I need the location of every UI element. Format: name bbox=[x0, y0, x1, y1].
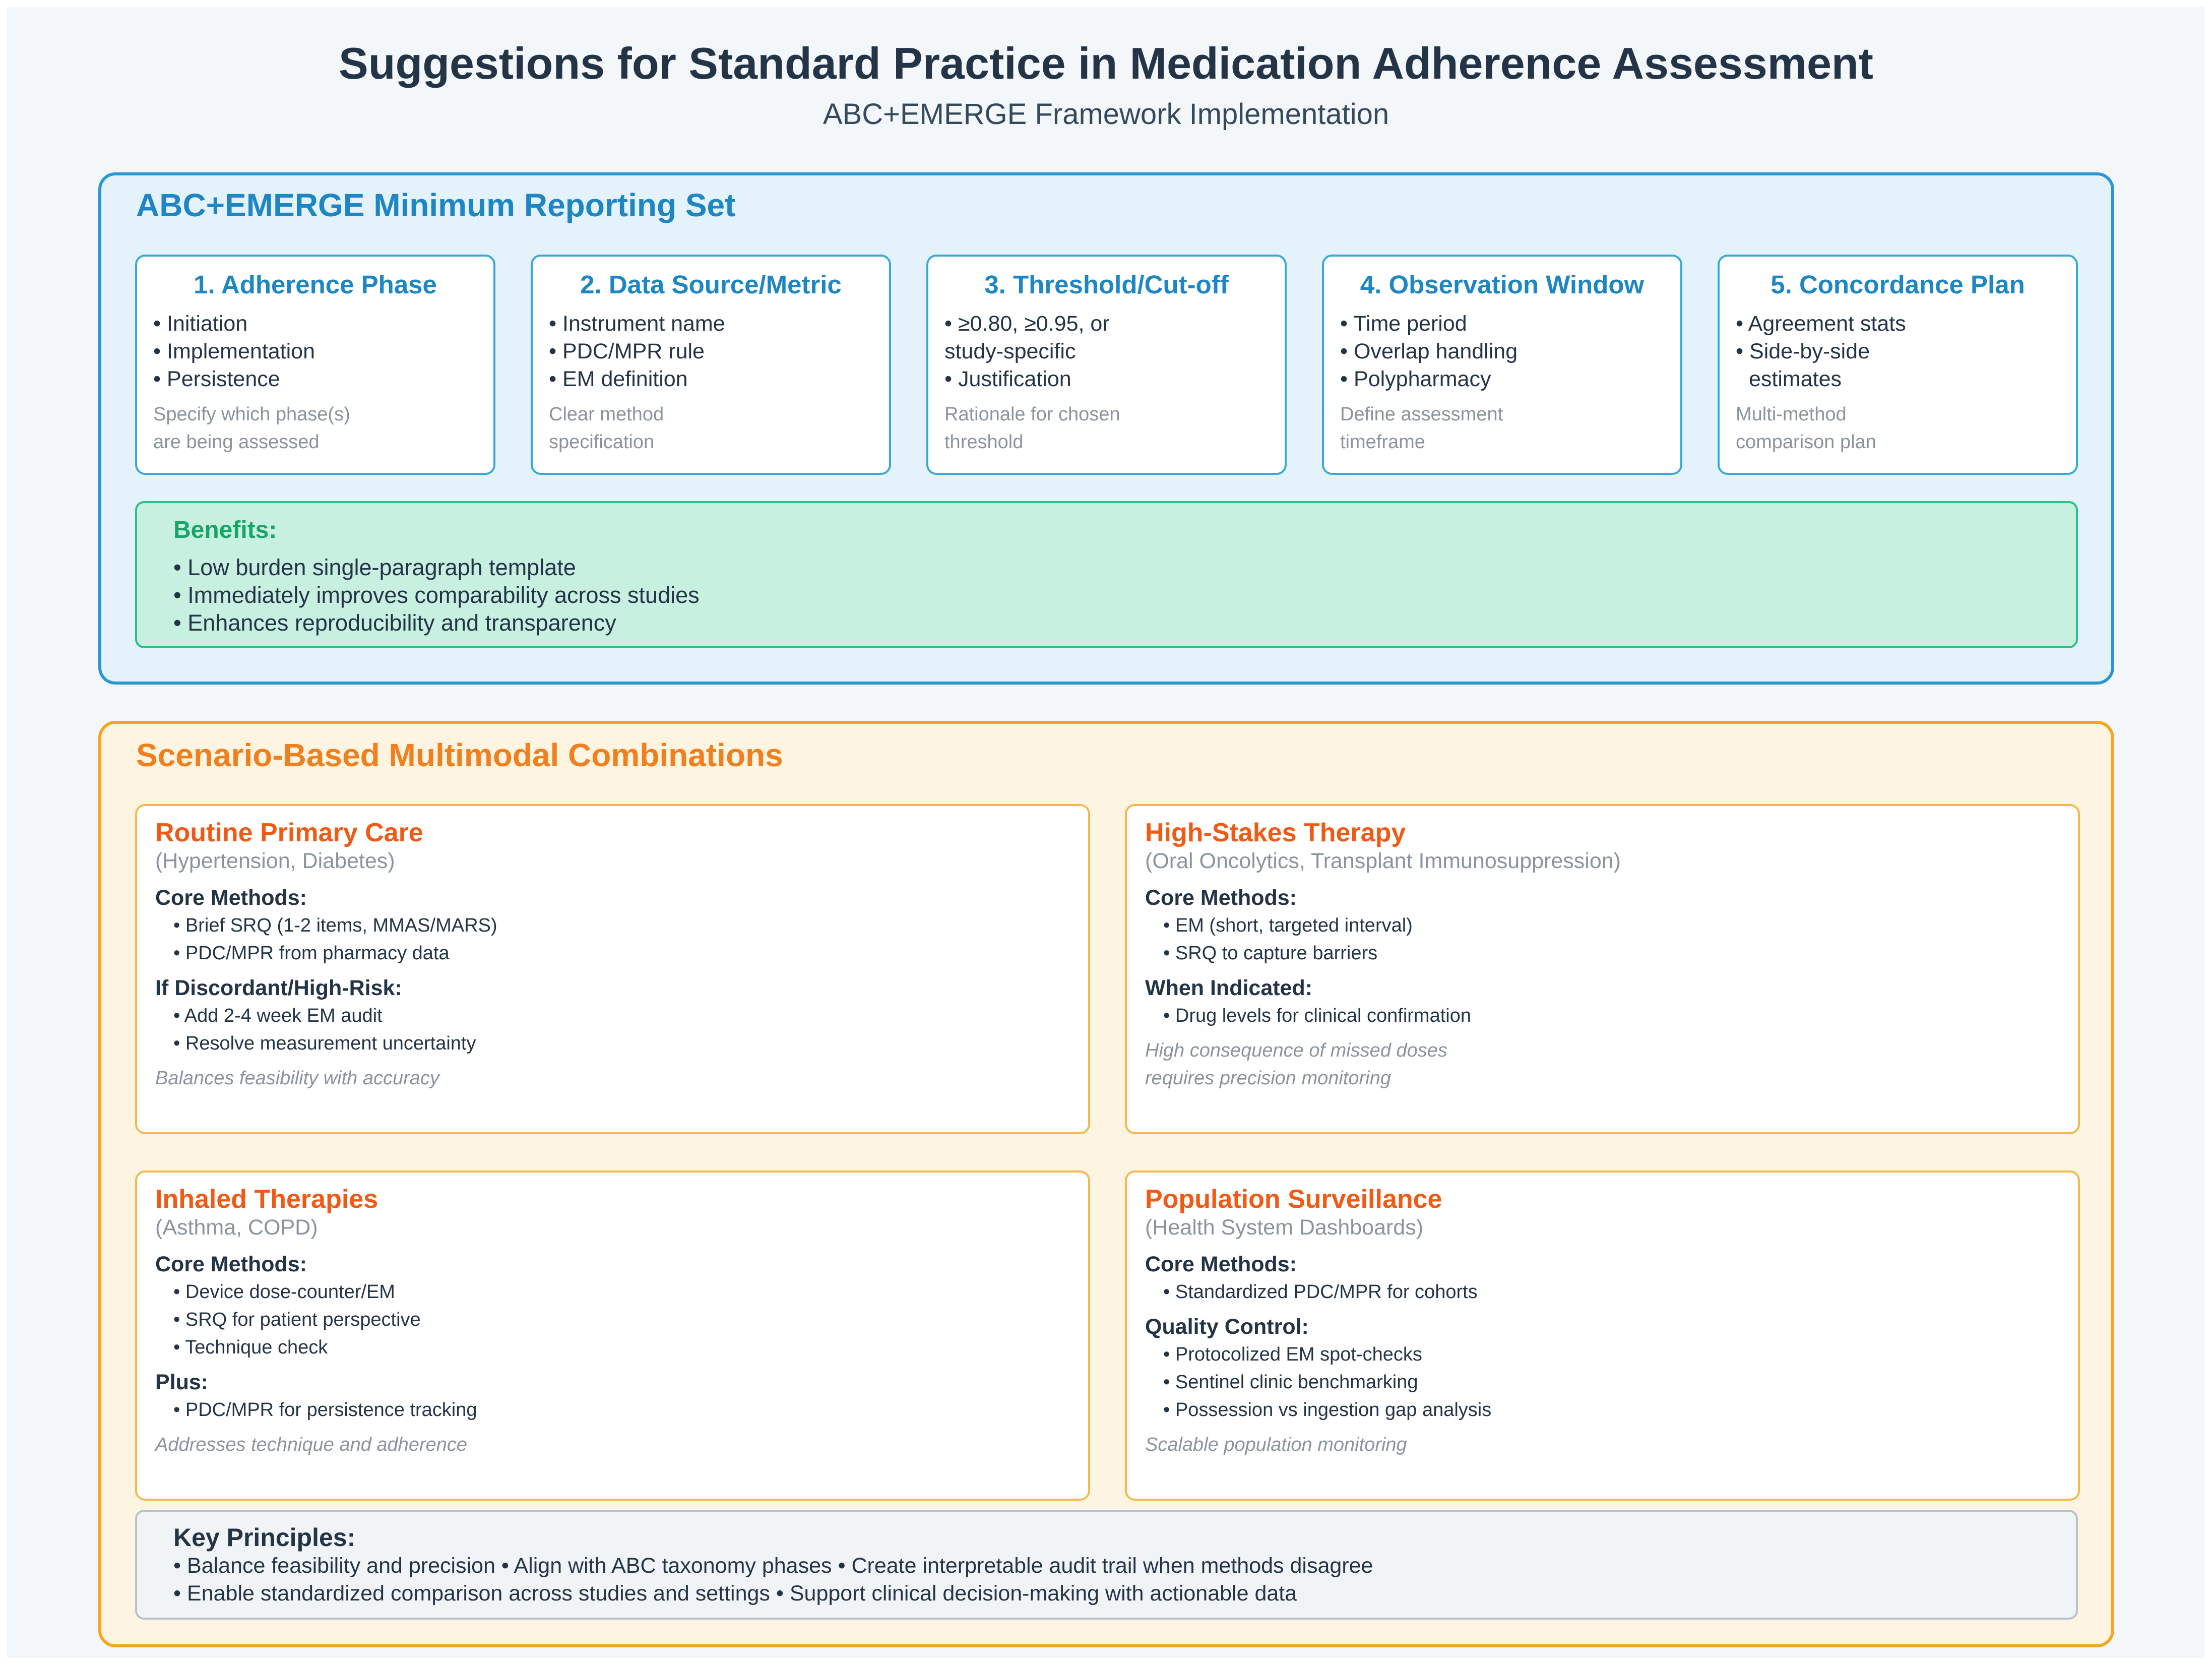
reporting-card-item: • Instrument name bbox=[549, 310, 725, 338]
reporting-card-note bbox=[1340, 401, 1653, 456]
reporting-card-item: • Persistence bbox=[153, 365, 315, 393]
scenario-block-list bbox=[1145, 1278, 1491, 1306]
scenario-block-item: • EM (short, targeted interval) bbox=[1163, 912, 1471, 940]
reporting-card-item: • Side-by-side bbox=[1736, 338, 1906, 365]
scenario-title: Population Surveillance bbox=[1145, 1185, 1442, 1214]
scenario-methods bbox=[155, 1251, 477, 1459]
reporting-card-note bbox=[944, 401, 1257, 456]
scenario-note-line: Addresses technique and adherence bbox=[155, 1434, 468, 1455]
scenario-card bbox=[1125, 804, 2080, 1134]
scenario-block-list bbox=[155, 1278, 477, 1362]
scenario-block-item: • Drug levels for clinical confirmation bbox=[1163, 1002, 1471, 1030]
benefit-item: • Enhances reproducibility and transparency bbox=[173, 609, 700, 637]
scenario-block-item: • Resolve measurement uncertainty bbox=[173, 1030, 497, 1058]
reporting-card-note-line: Specify which phase(s) bbox=[153, 404, 350, 425]
scenario-title: High-Stakes Therapy bbox=[1145, 818, 1406, 847]
scenario-note-line: High consequence of missed doses bbox=[1145, 1040, 1447, 1061]
reporting-card-note bbox=[549, 401, 861, 456]
reporting-card-note-line: threshold bbox=[944, 431, 1024, 453]
scenario-block-list bbox=[1145, 1341, 1491, 1424]
benefit-item: • Immediately improves comparability across studies bbox=[173, 581, 700, 609]
scenario-title: Routine Primary Care bbox=[155, 818, 423, 847]
scenario-note bbox=[1145, 1037, 1471, 1092]
scenario-block-list bbox=[1145, 1002, 1471, 1030]
scenario-card bbox=[135, 1170, 1090, 1501]
reporting-card-list bbox=[1736, 310, 1906, 393]
reporting-card-item: • Justification bbox=[944, 365, 1110, 393]
reporting-card bbox=[135, 255, 495, 475]
scenario-block-heading: When Indicated: bbox=[1145, 976, 1313, 1000]
reporting-card-item: estimates bbox=[1749, 367, 1842, 391]
scenario-subtitle: (Asthma, COPD) bbox=[155, 1215, 318, 1240]
key-principles-text bbox=[173, 1552, 1373, 1608]
scenario-block-list bbox=[155, 912, 497, 967]
reporting-card-note bbox=[153, 401, 466, 456]
scenario-card bbox=[1125, 1170, 2080, 1501]
reporting-card-list bbox=[944, 310, 1110, 393]
page-title: Suggestions for Standard Practice in Medication Adherence Assessment bbox=[339, 38, 1873, 88]
principle-line: • Enable standardized comparison across studies and settings • Support clinical decision-making with actionable data bbox=[173, 1580, 1373, 1608]
scenario-block-item: • PDC/MPR for persistence tracking bbox=[173, 1396, 477, 1424]
benefits-list bbox=[173, 553, 700, 637]
reporting-card-item: • Implementation bbox=[153, 338, 315, 365]
scenario-methods bbox=[1145, 1251, 1491, 1459]
scenario-block-list bbox=[155, 1002, 497, 1058]
scenario-block-item: • Possession vs ingestion gap analysis bbox=[1163, 1396, 1491, 1424]
reporting-set-title: ABC+EMERGE Minimum Reporting Set bbox=[136, 187, 736, 223]
reporting-card-item: • Agreement stats bbox=[1736, 310, 1906, 338]
scenario-block-item: • Device dose-counter/EM bbox=[173, 1278, 477, 1306]
scenario-note-line: requires precision monitoring bbox=[1145, 1068, 1391, 1089]
scenario-note-line: Balances feasibility with accuracy bbox=[155, 1068, 439, 1089]
reporting-card-note-line: timeframe bbox=[1340, 431, 1425, 453]
reporting-card-title: 2. Data Source/Metric bbox=[580, 270, 842, 299]
scenario-methods bbox=[1145, 884, 1471, 1092]
reporting-card-note-line: Multi-method bbox=[1736, 404, 1847, 425]
scenario-block-item: • Sentinel clinic benchmarking bbox=[1163, 1369, 1491, 1396]
reporting-card-note-line: Define assessment bbox=[1340, 404, 1503, 425]
reporting-card bbox=[926, 255, 1287, 475]
reporting-card-list bbox=[1340, 310, 1518, 393]
reporting-card bbox=[1322, 255, 1682, 475]
scenario-block-heading: Core Methods: bbox=[1145, 1252, 1297, 1276]
scenario-block-item: • SRQ to capture barriers bbox=[1163, 940, 1471, 967]
reporting-card-item: • Initiation bbox=[153, 310, 315, 338]
scenario-subtitle: (Oral Oncolytics, Transplant Immunosuppression) bbox=[1145, 849, 1621, 873]
scenario-block-item: • Add 2-4 week EM audit bbox=[173, 1002, 497, 1030]
reporting-card-note-line: Clear method bbox=[549, 404, 664, 425]
page-subtitle: ABC+EMERGE Framework Implementation bbox=[823, 98, 1389, 131]
reporting-card-item: study-specific bbox=[944, 339, 1076, 363]
scenario-note bbox=[155, 1065, 497, 1092]
benefits-box bbox=[135, 501, 2078, 648]
reporting-card-title: 5. Concordance Plan bbox=[1771, 270, 2025, 299]
scenario-note-line: Scalable population monitoring bbox=[1145, 1434, 1407, 1455]
scenario-subtitle: (Hypertension, Diabetes) bbox=[155, 849, 395, 873]
scenario-block-list bbox=[1145, 912, 1471, 967]
scenario-title: Inhaled Therapies bbox=[155, 1185, 378, 1214]
scenario-block-item: • Standardized PDC/MPR for cohorts bbox=[1163, 1278, 1491, 1306]
scenario-block-heading: Quality Control: bbox=[1145, 1315, 1309, 1339]
benefits-title: Benefits: bbox=[173, 517, 277, 543]
scenario-block-heading: Core Methods: bbox=[1145, 886, 1297, 910]
reporting-card-list bbox=[153, 310, 315, 393]
reporting-card bbox=[1718, 255, 2078, 475]
scenario-block-item: • Brief SRQ (1-2 items, MMAS/MARS) bbox=[173, 912, 497, 940]
reporting-card-note-line: comparison plan bbox=[1736, 431, 1876, 453]
reporting-card-note bbox=[1736, 401, 2048, 456]
scenario-block-list bbox=[155, 1396, 477, 1424]
reporting-card-title: 3. Threshold/Cut-off bbox=[984, 270, 1229, 299]
scenario-subtitle: (Health System Dashboards) bbox=[1145, 1215, 1424, 1240]
scenario-block-heading: Plus: bbox=[155, 1370, 209, 1394]
reporting-card-item: • Overlap handling bbox=[1340, 338, 1518, 365]
scenario-methods bbox=[155, 884, 497, 1092]
key-principles-title: Key Principles: bbox=[173, 1523, 356, 1552]
reporting-card-note-line: specification bbox=[549, 431, 655, 453]
scenario-note bbox=[155, 1431, 477, 1459]
scenario-block-item: • Technique check bbox=[173, 1334, 477, 1362]
reporting-card-item: • Time period bbox=[1340, 310, 1518, 338]
scenario-block-item: • Protocolized EM spot-checks bbox=[1163, 1341, 1491, 1369]
reporting-card-item: • Polypharmacy bbox=[1340, 365, 1518, 393]
principle-line: • Balance feasibility and precision • Align with ABC taxonomy phases • Create interpretable audit trail when methods disagree bbox=[173, 1552, 1373, 1580]
reporting-card-title: 4. Observation Window bbox=[1360, 270, 1645, 299]
reporting-card-note-line: Rationale for chosen bbox=[944, 404, 1120, 425]
scenario-block-item: • SRQ for patient perspective bbox=[173, 1306, 477, 1334]
reporting-card bbox=[531, 255, 891, 475]
scenario-note bbox=[1145, 1431, 1491, 1459]
reporting-card-item: • EM definition bbox=[549, 365, 725, 393]
scenario-block-heading: Core Methods: bbox=[155, 1252, 307, 1276]
scenarios-title: Scenario-Based Multimodal Combinations bbox=[136, 737, 783, 773]
benefit-item: • Low burden single-paragraph template bbox=[173, 553, 700, 581]
key-principles-box bbox=[135, 1510, 2078, 1620]
reporting-card-item: • ≥0.80, ≥0.95, or bbox=[944, 310, 1110, 338]
scenario-card bbox=[135, 804, 1090, 1134]
scenario-block-item: • PDC/MPR from pharmacy data bbox=[173, 940, 497, 967]
reporting-card-item: • PDC/MPR rule bbox=[549, 338, 725, 365]
reporting-card-title: 1. Adherence Phase bbox=[194, 270, 437, 299]
scenario-block-heading: If Discordant/High-Risk: bbox=[155, 976, 402, 1000]
scenario-block-heading: Core Methods: bbox=[155, 886, 307, 910]
reporting-card-note-line: are being assessed bbox=[153, 431, 320, 453]
reporting-card-list bbox=[549, 310, 725, 393]
